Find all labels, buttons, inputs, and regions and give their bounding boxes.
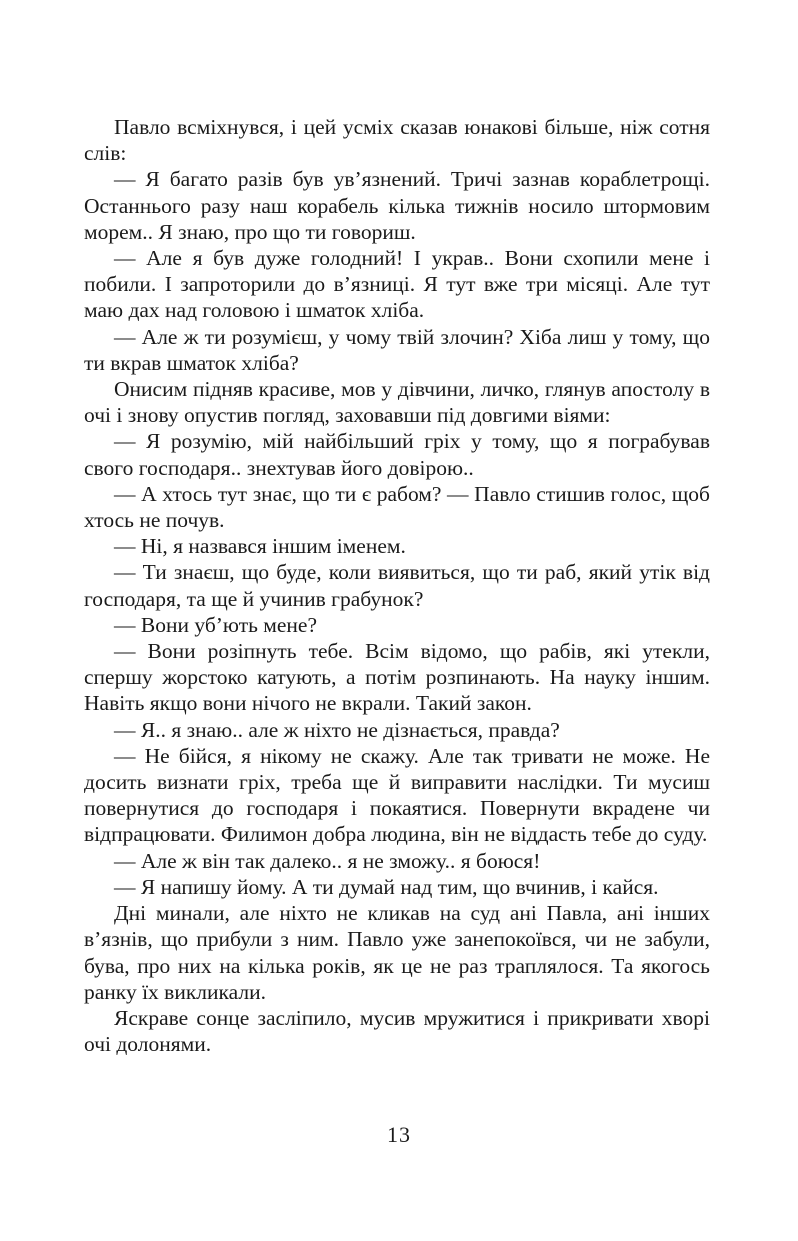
paragraph-8: — Ні, я назвався іншим іменем. bbox=[114, 534, 406, 559]
paragraph-6: — Я розумію, мій найбільший гріх у тому, що я пограбував свого господаря.. знехтував його довірою.. bbox=[84, 429, 710, 480]
paragraph-3: — Але я був дуже голодний! І украв.. Вони схопили мене і побили. І запроторили до в’язниці. Я тут вже три місяці. Але тут маю дах над головою і шматок хліба. bbox=[84, 246, 710, 323]
paragraph-14: — Але ж він так далеко.. я не зможу.. я боюся! bbox=[114, 848, 541, 873]
paragraph-12: — Я.. я знаю.. але ж ніхто не дізнається, правда? bbox=[114, 717, 560, 742]
paragraph-4: — Але ж ти розумієш, у чому твій злочин? Хіба лиш у тому, що ти вкрав шматок хліба? bbox=[84, 324, 710, 375]
paragraph-5: Онисим підняв красиве, мов у дівчини, личко, глянув апостолу в очі і знову опустив погляд, заховавши під довгими віями: bbox=[84, 377, 710, 428]
paragraph-1: Павло всміхнувся, і цей усміх сказав юнакові більше, ніж сотня слів: bbox=[84, 115, 710, 166]
paragraph-10: — Вони уб’ють мене? bbox=[114, 612, 318, 637]
paragraph-13: — Не бійся, я нікому не скажу. Але так тривати не може. Не досить визнати гріх, треба ще й виправити наслідки. Ти мусиш повернутися до господаря і покаятися. Повернути вкрадене чи відпрацювати. Филимон добра людина, він не віддасть тебе до суду. bbox=[84, 743, 710, 847]
paragraph-9: — Ти знаєш, що буде, коли виявиться, що ти раб, який утік від господаря, та ще й учинив грабунок? bbox=[84, 560, 710, 611]
paragraph-2: — Я багато разів був ув’язнений. Тричі зазнав кораблетрощі. Останнього разу наш корабель кілька тижнів носило штормовим морем.. Я знаю, про що ти говориш. bbox=[84, 167, 710, 244]
page-text-block bbox=[84, 114, 710, 1057]
paragraph-11: — Вони розіпнуть тебе. Всім відомо, що рабів, які утекли, спершу жорстоко катують, а потім розпинають. На науку іншим. Навіть якщо вони нічого не вкрали. Такий закон. bbox=[84, 639, 710, 716]
paragraph-17: Яскраве сонце засліпило, мусив мружитися і прикривати хворі очі долонями. bbox=[84, 1005, 710, 1057]
paragraph-15: — Я напишу йому. А ти думай над тим, що вчинив, і кайся. bbox=[114, 874, 659, 899]
page-number: 13 bbox=[387, 1122, 411, 1147]
paragraph-7: — А хтось тут знає, що ти є рабом? — Павло стишив голос, щоб хтось не почув. bbox=[84, 481, 710, 533]
paragraph-16: Дні минали, але ніхто не кликав на суд ані Павла, ані інших в’язнів, що прибули з ним. Павло уже занепокоївся, чи не забули, бува, про них на кілька років, як це не раз траплялося. Та якогось ранку їх викликали. bbox=[84, 901, 710, 1004]
